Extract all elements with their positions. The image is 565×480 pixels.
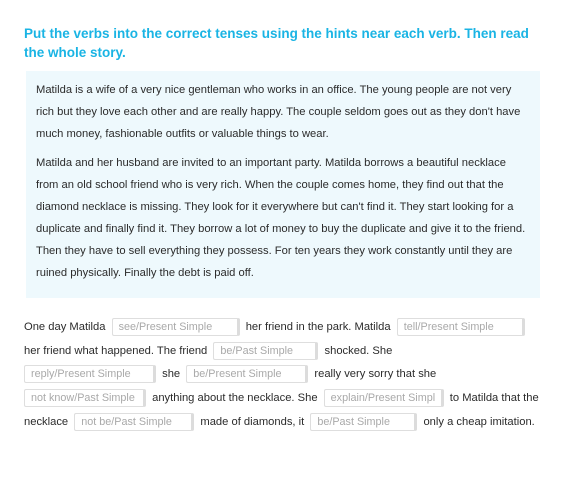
exercise-text: anything about the necklace. She	[152, 392, 318, 405]
gap-input-be-2[interactable]	[186, 365, 308, 383]
gap-fill-exercise	[24, 316, 544, 435]
gap-input-not-know[interactable]	[24, 389, 146, 407]
exercise-text: made of diamonds, it	[200, 415, 305, 428]
task-instruction: Put the verbs into the correct tenses using the hints near each verb. Then read the whole story.	[24, 26, 529, 60]
gap-input-be-3[interactable]	[310, 413, 417, 431]
exercise-text: her friend what happened. The friend	[24, 344, 208, 357]
gap-input-tell[interactable]	[397, 318, 525, 336]
gap-input-not-be[interactable]	[74, 413, 194, 431]
gap-input-reply[interactable]	[24, 365, 156, 383]
gap-input-be-1[interactable]	[213, 342, 318, 360]
story-box	[26, 71, 540, 298]
exercise-text: her friend in the park. Matilda	[245, 321, 391, 333]
story-paragraph-2: Matilda and her husband are invited to an important party. Matilda borrows a beautiful necklace from an old school friend who is very rich. When the couple comes home, they find out that the diamond necklace is missing. They look for it everywhere but can't find it. They start looking for a duplicate and finally find it. They borrow a lot of money to buy the duplicate and give it to the friend. Then they have to sell everything they possess. For ten years they work constantly until they are ruined physically. Finally the debt is paid off.	[36, 157, 526, 279]
exercise-text: only a cheap imitation.	[423, 415, 535, 428]
gap-input-see[interactable]	[112, 318, 240, 336]
exercise-text: really very sorry that she	[314, 368, 437, 381]
gap-input-explain[interactable]	[324, 389, 444, 407]
exercise-text: she	[162, 368, 181, 381]
exercise-text: One day Matilda	[24, 321, 106, 333]
story-paragraph-1: Matilda is a wife of a very nice gentleman who works in an office. The young people are not very rich but they love each other and are really happy. The couple seldom goes out as they don't have much money, fashionable outfits or valuable things to wear.	[36, 84, 521, 140]
exercise-text: shocked. She	[324, 344, 393, 357]
exercise-text: to Matilda that the necklace	[24, 392, 539, 428]
